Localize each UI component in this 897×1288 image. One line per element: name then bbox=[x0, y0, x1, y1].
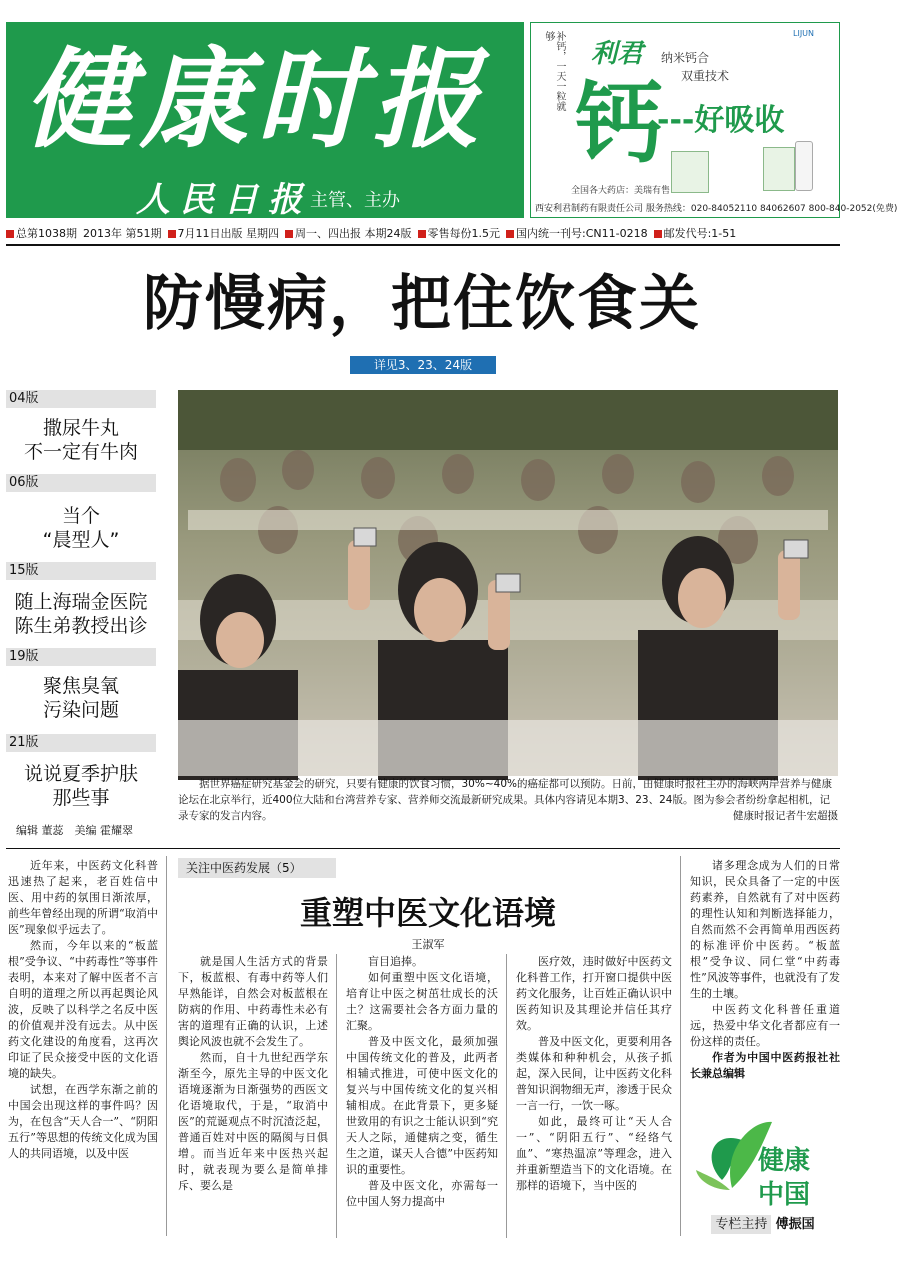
index-page-label: 19版 bbox=[6, 648, 156, 666]
column-divider bbox=[166, 856, 167, 1236]
index-page-label: 04版 bbox=[6, 390, 156, 408]
paragraph: 近年来，中医药文化科普迅速热了起来，老百姓信中医、用中药的氛围日渐浓厚，前些年曾经出现的所谓“取消中医”现象似乎远去了。 bbox=[8, 859, 158, 936]
paragraph: 普及中医文化，最须加强中国传统文化的普及，此两者相辅式推进，可使中医文化的复兴与中国传统文化的复兴相辅相成。在此背景下，更多疑世致用的有识之士能认识到“究天人之际，通健病之变，循生生之道，谋天人合德”中医药知识的重要性。 bbox=[346, 1035, 498, 1176]
paragraph: 就是国人生活方式的背景下，板蓝根、有毒中药等人们早熟能详，自然会对板蓝根在防病的作用、中药毒性未必有害的道理有正确的认识，上述舆论风波也就不会发生了。 bbox=[178, 955, 328, 1048]
logo-line2: 中国 bbox=[758, 1180, 811, 1210]
ad-product-label: 全国各大药店：美瑞有售 bbox=[571, 186, 671, 196]
article-column-3 bbox=[346, 954, 498, 1210]
masthead-title: 健康时报 bbox=[24, 37, 489, 163]
ad-line1: 纳米钙合 bbox=[661, 51, 710, 65]
index-page-label: 21版 bbox=[6, 734, 156, 752]
ad-product-box-icon bbox=[763, 147, 795, 191]
ad-product-bottle-icon bbox=[795, 141, 813, 191]
article-title[interactable]: 重塑中医文化语境 bbox=[299, 894, 556, 932]
logo-line1: 健康 bbox=[758, 1146, 811, 1176]
article-byline: 王淑军 bbox=[411, 938, 445, 951]
advertisement[interactable] bbox=[530, 22, 897, 218]
paragraph: 然而，自十九世纪西学东渐至今，原先主导的中医文化语境逐渐为日渐强势的西医文化语境取代，于是，“取消中医”的荒诞观点不时沉渣泛起，普通百姓对中医的隔阂与日俱增。而当近年来中医热兴起时，就表现为要么是简单排斥、要么是 bbox=[178, 1051, 328, 1192]
paragraph: 普及中医文化，亦需每一位中国人努力提高中 bbox=[346, 1179, 498, 1208]
issue-cn: 国内统一刊号:CN11-0218 bbox=[506, 225, 648, 241]
column-host-name: 傅振国 bbox=[775, 1217, 815, 1232]
column-divider bbox=[336, 954, 337, 1238]
paragraph: 然而，今年以来的“板蓝根”受争议、“中药毒性”等事件表明，本来对了解中医者不言自明的道理之所以再起舆论风波，反映了以科学之名反中医的价值观并没有远去。从中医药文化建设的角度看，这再次印证了民众接受中医的文化语境的缺失。 bbox=[8, 939, 158, 1080]
issue-info-bar bbox=[6, 224, 840, 242]
divider bbox=[6, 848, 840, 849]
paragraph: 中医药文化科普任重道远，热爱中华文化者都应有一份这样的责任。 bbox=[690, 1003, 840, 1048]
author-note: 作者为中国中医药报社社长兼总编辑 bbox=[690, 1051, 840, 1080]
column-host bbox=[700, 1214, 826, 1236]
paragraph: 医疗效，违时做好中医药文化科普工作，打开窗口提供中医药文化服务，让百姓正确认识中医药知识及其理论并信任其疗效。 bbox=[516, 955, 672, 1032]
paragraph: 试想，在西学东渐之前的中国会出现这样的事件吗？因为，在包含“天人合一”、“阴阳五行”等思想的传统文化成为国人的共同语境，以及中医 bbox=[8, 1083, 158, 1160]
issue-price: 零售每份1.5元 bbox=[418, 225, 501, 241]
main-headline[interactable]: 防慢病，把住饮食关 bbox=[143, 269, 701, 339]
article-column-4 bbox=[516, 954, 672, 1194]
detail-link[interactable]: 详见3、23、24版 bbox=[350, 356, 496, 374]
masthead-org: 人民日报 bbox=[136, 180, 312, 220]
ad-logo-top: 利君 bbox=[591, 39, 644, 69]
paragraph: 盲目追捧。 bbox=[368, 955, 423, 968]
ad-slogan: ---好吸收 bbox=[657, 103, 785, 138]
ad-side-text: 补钙，一天一粒就够 bbox=[543, 31, 565, 111]
article-column-1 bbox=[8, 858, 158, 1162]
issue-total: 总第1038期 bbox=[6, 225, 77, 241]
editors-credit: 编辑 董蕊 美编 霍耀翠 bbox=[16, 824, 133, 837]
issue-number: 2013年 第51期 bbox=[83, 227, 162, 240]
column-divider bbox=[506, 954, 507, 1238]
ad-line2: 双重技术 bbox=[681, 69, 730, 83]
masthead-sub: 主管、主办 bbox=[310, 190, 400, 211]
paragraph: 如此，最终可让“天人合一”、“阴阳五行”、“经络气血”、“寒热温凉”等理念，进入并重新塑造当下的文化语境。在那样的语境下，当中医的 bbox=[516, 1115, 672, 1192]
ad-product-box-icon bbox=[671, 151, 709, 193]
paragraph: 普及中医文化，更要利用各类媒体和种种机会，从孩子抓起，深入民间，让中医药文化科普知识润物细无声，渗透于民众一言一行，一饮一啄。 bbox=[516, 1035, 672, 1112]
index-page-label: 15版 bbox=[6, 562, 156, 580]
ad-logo-big: 钙 bbox=[575, 71, 664, 175]
article-column-5 bbox=[690, 858, 840, 1082]
index-item-title[interactable]: 聚焦臭氧 污染问题 bbox=[42, 675, 119, 721]
index-item-title[interactable]: 说说夏季护肤 那些事 bbox=[23, 763, 138, 809]
divider bbox=[6, 244, 840, 246]
index-item-title[interactable]: 当个 “晨型人” bbox=[42, 505, 120, 551]
paragraph: 如何重塑中医文化语境，培育让中医之树茁壮成长的沃土？这需要社会各方面力量的汇聚。 bbox=[346, 971, 498, 1032]
issue-postal: 邮发代号:1-51 bbox=[654, 225, 737, 241]
section-tag[interactable]: 关注中医药发展（5） bbox=[178, 858, 336, 878]
health-china-logo bbox=[692, 1110, 838, 1214]
index-item-title[interactable]: 随上海瑞金医院 陈生弟教授出诊 bbox=[14, 591, 148, 637]
ad-footer: 西安利君制药有限责任公司 服务热线：020-84052110 84062607 800-840-2052(免费) bbox=[535, 204, 897, 214]
issue-schedule: 周一、四出报 本期24版 bbox=[285, 225, 412, 241]
column-host-label: 专栏主持 bbox=[711, 1215, 771, 1234]
caption-credit: 健康时报记者牛宏超摄 bbox=[733, 810, 838, 822]
ad-brand-logo: LIJUN bbox=[793, 29, 815, 38]
photo-caption bbox=[178, 776, 838, 824]
masthead bbox=[6, 22, 524, 218]
issue-date: 7月11日出版 星期四 bbox=[168, 225, 280, 241]
caption-text: 据世界癌症研究基金会的研究，只要有健康的饮食习惯，30%~40%的癌症都可以预防。日前，由健康时报社主办的海峡两岸营养与健康论坛在北京举行，近400位大陆和台湾营养专家、营养师交流最新研究成果。具体内容请见本期3、23、24版。图为参会者纷纷拿起相机，记录专家的发言内容。 bbox=[178, 778, 832, 822]
paragraph: 诸多理念成为人们的日常知识，民众具备了一定的中医药素养，自然就有了对中医药的理性认知和判断选择能力，自然而然不会再简单用西医药的标准评价中医药。“板蓝根”受争议、同仁堂“中药毒性”风波等事件，也就没有了发生的土壤。 bbox=[690, 859, 840, 1000]
conference-photo bbox=[178, 390, 838, 776]
article-column-2 bbox=[178, 954, 328, 1194]
index-page-label: 06版 bbox=[6, 474, 156, 492]
column-divider bbox=[680, 856, 681, 1236]
index-item-title[interactable]: 撒尿牛丸 不一定有牛肉 bbox=[23, 417, 138, 463]
